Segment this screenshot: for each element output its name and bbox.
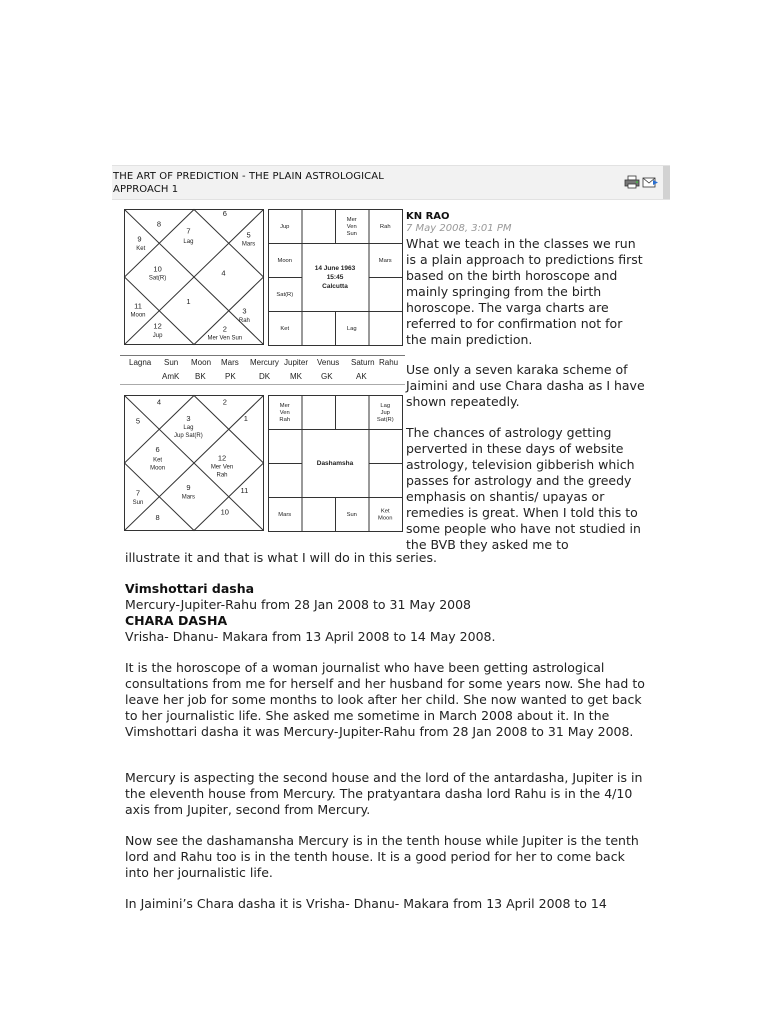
- karaka-planet: Sun: [164, 358, 179, 367]
- house-number: 12: [217, 453, 227, 463]
- sign-cell: [302, 210, 336, 244]
- house-8: [157, 220, 161, 229]
- house-number: 9: [186, 483, 191, 493]
- sign-cell: [302, 396, 336, 430]
- house-8: [156, 513, 160, 522]
- planet-label: Ket: [280, 326, 290, 332]
- post-paragraph: What we teach in the classes we run is a plain approach to predictions first based on the birth horoscope and mainly springing from the birth horoscope. The varga charts are referred to for confirmation not for the main prediction.: [406, 236, 643, 347]
- post-paragraph: It is the horoscope of a woman journalist who have been getting astrological consultations from me for herself and her husband for some years now. She had to leave her job for some months to look after her child. She now wanted to get back to her journalistic life. She asked me sometime in March 2008 about it. In the Vimshottari dasha it was Mercury-Jupiter-Rahu from 28 Jan 2008 to 31 May 2008.: [125, 660, 645, 739]
- house-number: 5: [246, 230, 251, 240]
- email-icon[interactable]: [642, 175, 658, 189]
- house-number: 7: [135, 488, 141, 498]
- house-number: 5: [135, 416, 141, 426]
- karaka-planet: Lagna: [129, 358, 152, 367]
- sign-cell: [269, 464, 303, 498]
- vimshottari-heading: Vimshottari dasha: [125, 581, 255, 596]
- sign-cell: [369, 498, 403, 532]
- house-5: [136, 417, 140, 426]
- house-9: [182, 483, 195, 500]
- house-number: 8: [155, 513, 160, 523]
- planet-label: Ket: [380, 508, 390, 515]
- house-number: 4: [156, 397, 162, 407]
- house-3: [239, 307, 250, 324]
- post-author: KN RAO: [406, 211, 450, 222]
- planet-label: Ven: [279, 410, 290, 416]
- house-number: 10: [153, 264, 162, 274]
- vimshottari-period: Mercury-Jupiter-Rahu from 28 Jan 2008 to 31 May 2008: [125, 597, 472, 612]
- chart-center-text: 15:45: [326, 274, 344, 281]
- house-number: 8: [156, 219, 162, 229]
- article-header-bar: [112, 165, 670, 200]
- house-number: 3: [242, 306, 247, 316]
- planet-label: Ket: [136, 245, 146, 252]
- planet-label: Rah: [216, 472, 228, 479]
- planet-label: Rah: [379, 224, 391, 230]
- planet-label: Moon: [150, 465, 166, 472]
- planet-label: Jup Sat(R): [174, 433, 203, 439]
- print-icon[interactable]: [624, 175, 640, 189]
- planet-label: Sun: [346, 231, 357, 237]
- sign-cell: [369, 210, 403, 244]
- planet-label: Sat(R): [276, 292, 294, 298]
- planet-label: Lag: [183, 239, 194, 245]
- sign-cell: [369, 312, 403, 346]
- house-4: [221, 269, 225, 278]
- planet-label: Mars: [241, 241, 256, 248]
- post-paragraph: In Jaimini’s Chara dasha it is Vrisha- Dhanu- Makara from 13 April 2008 to 14: [125, 896, 607, 911]
- planet-label: Jup: [280, 224, 290, 230]
- post-paragraph: The chances of astrology getting perverted in these days of website astrology, television gibberish which passes for astrology and the greedy emphasis on shantis/ upayas or remedies is great. When I told this to some people who have not studied in the BVB they asked me to: [406, 425, 641, 552]
- planet-label: Mars: [181, 494, 196, 501]
- planet-label: Ket: [153, 457, 163, 464]
- house-3: [174, 414, 203, 439]
- karaka-value: AmK: [162, 372, 180, 381]
- sign-cell: [269, 498, 303, 532]
- post-date: 7 May 2008, 3:01 PM: [406, 223, 512, 234]
- chara-dasha-heading: CHARA DASHA: [125, 613, 228, 628]
- house-number: 7: [186, 226, 191, 236]
- karaka-value: AK: [356, 372, 367, 381]
- chara-dasha-period: Vrisha- Dhanu- Makara from 13 April 2008 to 14 May 2008.: [125, 629, 496, 644]
- karaka-top-rule: [120, 355, 405, 356]
- sign-cell: [369, 464, 403, 498]
- post-paragraph: Now see the dashamansha Mercury is in the tenth house while Jupiter is the tenth lord and Rahu too is in the tenth house. It is a good period for her to come back into her journalistic life.: [125, 833, 639, 880]
- planet-label: Lag: [380, 403, 391, 409]
- planet-label: Moon: [377, 515, 393, 522]
- chart-center-text: Dashamsha: [316, 460, 354, 467]
- planet-label: Rah: [279, 417, 291, 423]
- house-10: [149, 265, 166, 282]
- sign-cell: [369, 244, 403, 278]
- planet-label: Lag: [183, 425, 194, 431]
- sign-cell: [336, 210, 370, 244]
- planet-label: Lag: [346, 326, 357, 332]
- chart-center-text: Calcutta: [322, 283, 348, 290]
- rasi-chart-south-indian: [268, 209, 402, 345]
- house-11: [130, 301, 145, 318]
- house-number: 6: [222, 208, 227, 218]
- sign-cell: [336, 396, 370, 430]
- planet-label: Mars: [378, 258, 392, 264]
- post-paragraph: Mercury is aspecting the second house and the lord of the antardasha, Jupiter is in the eleventh house from Mercury. The pratyantara dasha lord Rahu is in the 4/10 axis from Jupiter, second from Mercury.: [125, 770, 643, 817]
- sign-cell: [269, 396, 303, 430]
- planet-label: Sun: [132, 499, 144, 506]
- house-number: 10: [220, 507, 229, 517]
- sign-cell: [269, 430, 303, 464]
- sign-cell: [269, 278, 303, 312]
- house-number: 9: [137, 234, 142, 244]
- karaka-planet: Mars: [221, 358, 239, 367]
- house-number: 4: [221, 268, 226, 278]
- house-number: 12: [153, 321, 162, 331]
- planet-label: Ven: [346, 224, 357, 230]
- house-number: 6: [155, 445, 160, 455]
- header-actions: [624, 175, 658, 189]
- planet-label: Moon: [130, 312, 146, 319]
- house-7: [133, 489, 144, 506]
- karaka-bottom-rule: [120, 384, 405, 385]
- planet-label: Mer Ven: [210, 464, 234, 471]
- planet-label: Jup: [380, 410, 390, 416]
- house-number: 2: [222, 397, 227, 407]
- sign-cell: [336, 312, 370, 346]
- house-12: [153, 322, 163, 339]
- karaka-value: MK: [290, 372, 302, 381]
- chart-center-text: 14 June 1963: [314, 265, 356, 272]
- karaka-value: GK: [321, 372, 333, 381]
- rasi-chart-north-indian: [124, 209, 264, 345]
- planet-label: Mer: [346, 217, 357, 223]
- karaka-planet: Moon: [191, 358, 212, 367]
- header-scroll-handle: [663, 166, 670, 199]
- planet-label: Moon: [277, 258, 293, 264]
- karaka-planet: Jupiter: [284, 358, 309, 367]
- house-number: 1: [243, 413, 248, 423]
- sign-cell: [302, 312, 336, 346]
- house-10: [221, 508, 229, 517]
- house-number: 3: [186, 413, 191, 423]
- house-number: 1: [186, 297, 191, 307]
- post-paragraph: Use only a seven karaka scheme of Jaimini and use Chara dasha as I have shown repeatedly.: [406, 362, 645, 409]
- sign-cell: [269, 244, 303, 278]
- sign-cell: [269, 210, 303, 244]
- sign-cell: [369, 396, 403, 430]
- karaka-planet: Rahu: [379, 358, 399, 367]
- planet-label: Mer Ven Sun: [207, 335, 243, 342]
- article-title: THE ART OF PREDICTION - THE PLAIN ASTROLOGICAL APPROACH 1: [113, 171, 384, 195]
- sign-cell: [369, 278, 403, 312]
- sign-cell: [269, 312, 303, 346]
- house-2: [223, 398, 227, 407]
- house-6: [150, 445, 165, 472]
- house-number: 11: [240, 485, 249, 495]
- karaka-planet: Saturn: [351, 358, 375, 367]
- house-number: 11: [134, 301, 142, 311]
- sign-cell: [369, 430, 403, 464]
- dashamsha-title: [317, 460, 354, 467]
- chara-karaka-table: [120, 355, 405, 385]
- house-9: [136, 235, 145, 252]
- karaka-value: BK: [195, 372, 206, 381]
- post-paragraph-continued: illustrate it and that is what I will do in this series.: [125, 550, 437, 565]
- house-7: [183, 226, 193, 245]
- dashamsha-chart-south-indian: [268, 395, 402, 531]
- karaka-value: PK: [225, 372, 236, 381]
- planet-label: Sun: [346, 512, 357, 518]
- sign-cell: [302, 498, 336, 532]
- birth-details: [315, 265, 356, 290]
- house-1: [244, 414, 248, 423]
- house-12: [211, 453, 233, 478]
- house-11: [241, 486, 249, 495]
- karaka-value: DK: [259, 372, 271, 381]
- planet-label: Sat(R): [376, 417, 394, 423]
- house-1: [186, 297, 190, 306]
- karaka-planet: Mercury: [250, 358, 279, 367]
- planet-label: Sat(R): [148, 275, 167, 282]
- karaka-planet: Venus: [317, 358, 340, 367]
- navamsa-chart-north-indian: [124, 395, 264, 531]
- sign-cell: [336, 498, 370, 532]
- house-5: [242, 231, 255, 248]
- house-number: 2: [222, 324, 227, 334]
- planet-label: Mars: [278, 512, 292, 518]
- house-4: [157, 398, 161, 407]
- planet-label: Mer: [279, 403, 290, 409]
- planet-label: Jup: [152, 332, 163, 339]
- planet-label: Rah: [238, 317, 250, 324]
- house-6: [223, 209, 227, 218]
